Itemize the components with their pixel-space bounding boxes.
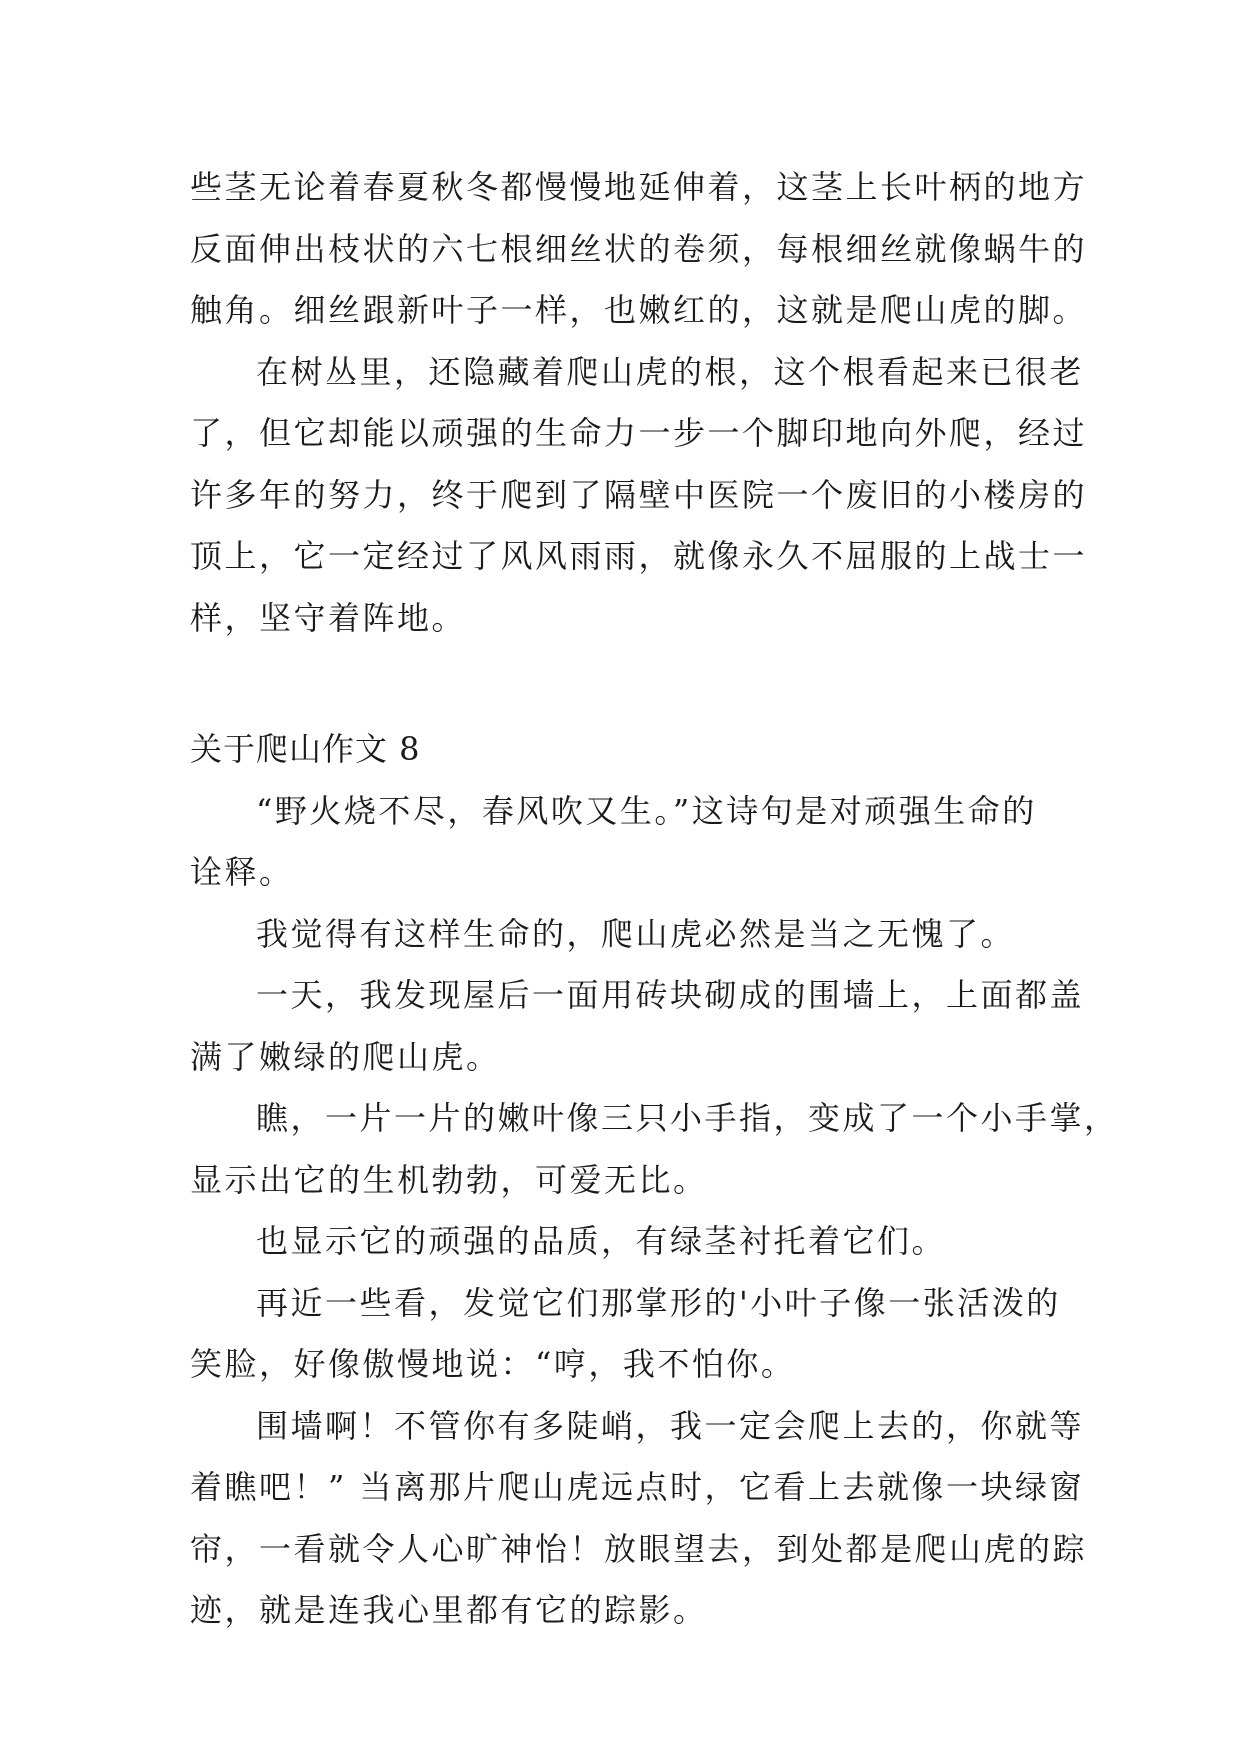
text-line: 些茎无论着春夏秋冬都慢慢地延伸着，这茎上长叶柄的地方 [190,168,1088,206]
text-line: 触角。细丝跟新叶子一样，也嫩红的，这就是爬山虎的脚。 [190,291,1088,329]
section-gap [190,649,1070,719]
paragraph-wall [190,1396,1088,1642]
text-line: 满了嫩绿的爬山虎。 [190,1037,501,1076]
document-body [190,157,1119,1642]
text-line: 笑脸，好像傲慢地说：“哼，我不怕你。 [190,1345,796,1383]
paragraph-poem [190,781,1070,904]
text-line: “野火烧不尽，春风吹又生。”这诗句是对顽强生命的 [256,791,1037,830]
text-line: 一天，我发现屋后一面用砖块砌成的围墙上，上面都盖 [256,976,1085,1014]
text-line: 反面伸出枝状的六七根细丝状的卷须，每根细丝就像蜗牛的 [190,229,1088,268]
text-line: 在树丛里，还隐藏着爬山虎的根，这个根看起来已很老 [256,352,1085,391]
paragraph-closer-look [190,1273,1070,1396]
text-line: 着瞧吧！” 当离那片爬山虎远点时，它看上去就像一块绿窗 [190,1468,1085,1506]
paragraph-quality [190,1211,1070,1273]
text-line: 我觉得有这样生命的，爬山虎必然是当之无愧了。 [256,914,1016,953]
paragraph-roots [190,342,1088,650]
text-line: 了，但它却能以顽强的生命力一步一个脚印地向外爬，经过 [190,414,1088,452]
paragraph-opinion [190,904,1070,966]
text-line: 迹，就是连我心里都有它的踪影。 [190,1591,708,1629]
text-line: 再近一些看，发觉它们那掌形的'小叶子像一张活泼的 [256,1283,1061,1322]
text-line: 瞧，一片一片的嫩叶像三只小手指，变成了一个小手掌， [256,1099,1119,1137]
paragraph-discovery [190,965,1085,1088]
text-line: 显示出它的生机勃勃，可爱无比。 [190,1160,708,1199]
text-line: 样，坚守着阵地。 [190,598,467,637]
paragraph-leaves [190,1088,1119,1211]
paragraph-continuation [190,157,1088,342]
text-line: 顶上，它一定经过了风风雨雨，就像永久不屈服的上战士一 [190,537,1088,575]
text-line: 诠释。 [190,853,294,891]
section-heading: 关于爬山作文 8 [190,730,421,768]
text-line: 帘，一看就令人心旷神怡！放眼望去，到处都是爬山虎的踪 [190,1529,1088,1568]
text-line: 也显示它的顽强的品质，有绿茎衬托着它们。 [256,1222,947,1260]
text-line: 许多年的努力，终于爬到了隔壁中医院一个废旧的小楼房的 [190,475,1088,514]
text-line: 围墙啊！不管你有多陡峭，我一定会爬上去的，你就等 [256,1406,1085,1445]
